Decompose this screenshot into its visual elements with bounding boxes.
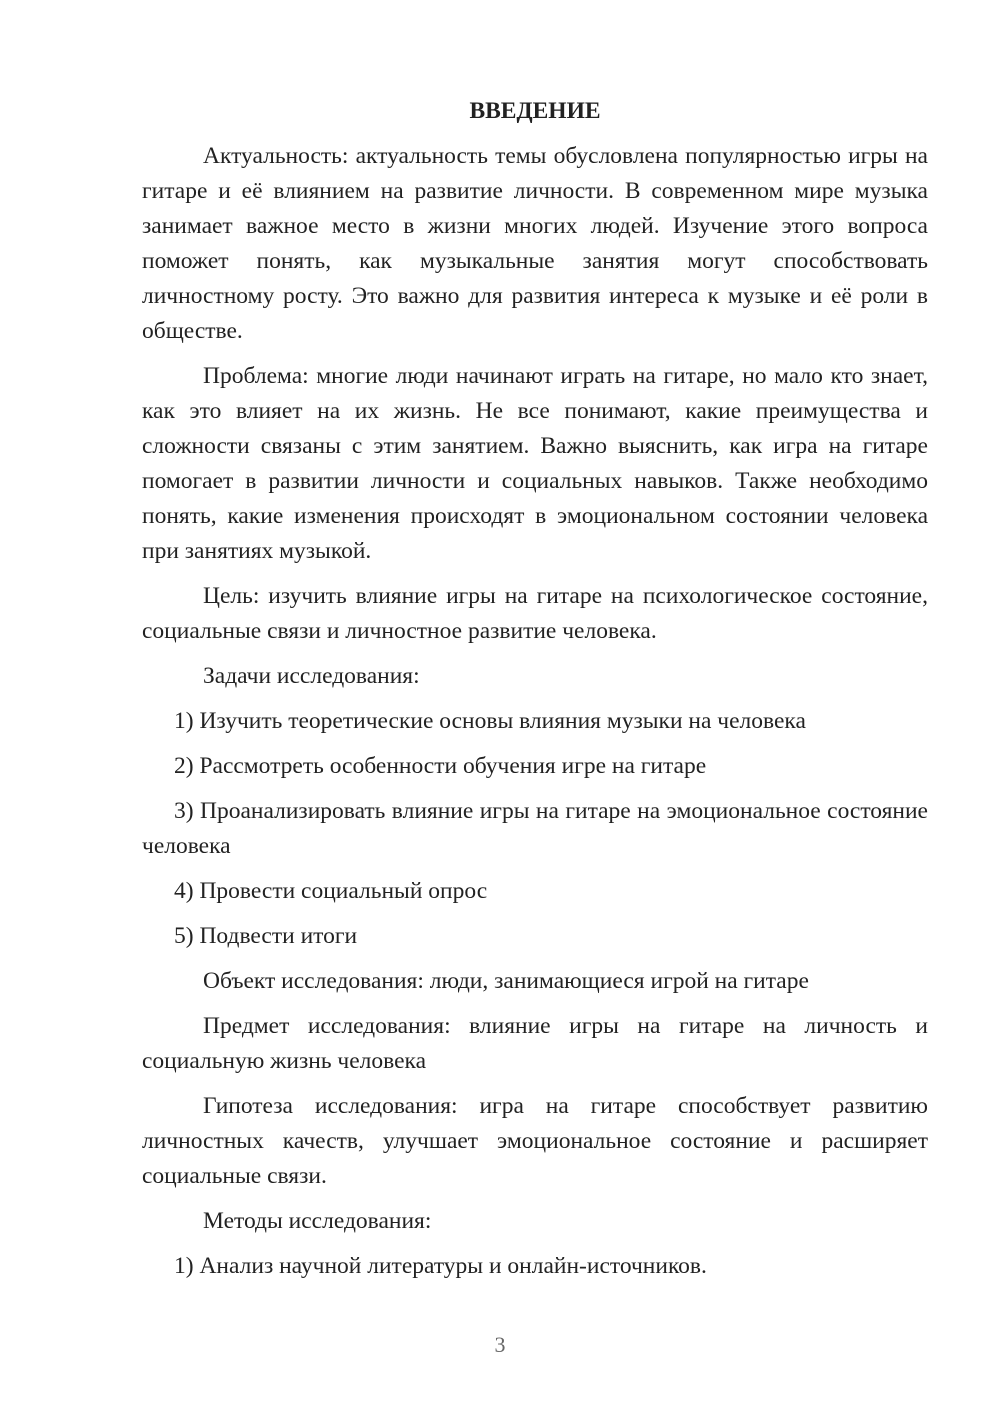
problem-paragraph: Проблема: многие люди начинают играть на гитаре, но мало кто знает, как это влияет на их жизнь. Не все понимают, какие преимущества и сложности связаны с этим занятием. Важно выяснить, как игра на гитаре помогает в развитии личности и социальных навыков. Также необходимо понять, какие изменения происходят в эмоциональном состоянии человека при занятиях музыкой. — [142, 363, 928, 564]
document-title: ВВЕДЕНИЕ — [469, 98, 601, 124]
subject-paragraph: Предмет исследования: влияние игры на гитаре на личность и социальную жизнь человека — [142, 1013, 928, 1074]
document-page — [142, 94, 928, 1294]
method-item: 1) Анализ научной литературы и онлайн-источников. — [174, 1253, 707, 1279]
relevance-paragraph: Актуальность: актуальность темы обусловлена популярностью игры на гитаре и её влиянием на развитие личности. В современном мире музыка занимает важное место в жизни многих людей. Изучение этого вопроса поможет понять, как музыкальные занятия могут способствовать личностному росту. Это важно для развития интереса к музыке и её роли в обществе. — [142, 143, 928, 344]
object-paragraph: Объект исследования: люди, занимающиеся игрой на гитаре — [203, 968, 809, 994]
page-number: 3 — [494, 1332, 506, 1357]
methods-heading: Методы исследования: — [203, 1208, 432, 1234]
task-item: 5) Подвести итоги — [174, 923, 358, 949]
task-item: 4) Провести социальный опрос — [174, 878, 488, 904]
task-item: 1) Изучить теоретические основы влияния музыки на человека — [174, 708, 806, 734]
task-item: 3) Проанализировать влияние игры на гитаре на эмоциональное состояние человека — [142, 798, 928, 859]
goal-paragraph: Цель: изучить влияние игры на гитаре на психологическое состояние, социальные связи и личностное развитие человека. — [142, 583, 928, 644]
task-item: 2) Рассмотреть особенности обучения игре на гитаре — [174, 753, 707, 779]
tasks-heading: Задачи исследования: — [203, 663, 420, 689]
hypothesis-paragraph: Гипотеза исследования: игра на гитаре способствует развитию личностных качеств, улучшает эмоциональное состояние и расширяет социальные связи. — [142, 1093, 928, 1189]
